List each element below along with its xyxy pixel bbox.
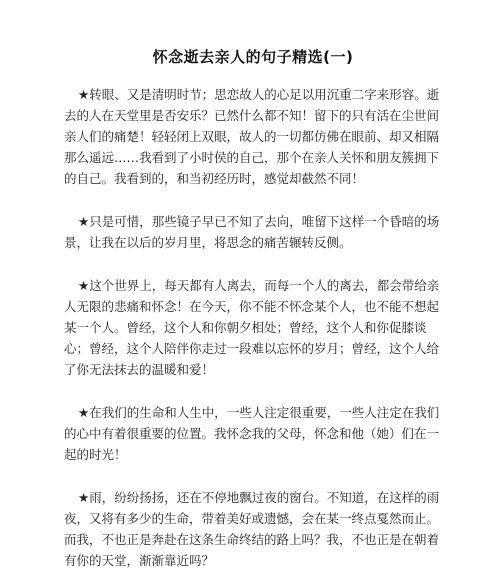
article-paragraph-3: ★这个世界上，每天都有人离去，而每一个人的离去，都会带给亲人无限的悲痛和怀念！在今天，你不能不怀念某个人，也不能不想起某一个人。曾经，这个人和你朝夕相处；曾经，这个人和你促膝谈心；曾经，这个人陪伴你走过一段难以忘怀的岁月；曾经，这个人给了你无法抹去的温暖和爱！ (64, 278, 440, 377)
article-paragraph-2: ★只是可惜，那些镜子早已不知了去向，唯留下这样一个昏暗的场景，让我在以后的岁月里，将思念的痛苦辗转反侧。 (64, 214, 440, 250)
article-title: 怀念逝去亲人的句子精选(一) (152, 48, 354, 66)
article-paragraph-1: ★转眼、又是清明时节；思恋故人的心足以用沉重二字来形容。逝去的人在天堂里是否安乐？已然什么都不知！留下的只有活在尘世间亲人们的痛楚！轻轻闭上双眼，故人的一切都仿佛在眼前、却又相隔那么遥远……我看到了小时侯的自己，那个在亲人关怀和朋友簇拥下的自己。我看到的，和当初经历时，感觉却截然不同！ (64, 87, 440, 186)
article-paragraph-4: ★在我们的生命和人生中，一些人注定很重要，一些人注定在我们的心中有着很重要的位置。我怀念我的父母，怀念和他（她）们在一起的时光！ (64, 405, 440, 462)
article-paragraph-5: ★雨，纷纷扬扬，还在不停地飘过夜的窗台。不知道，在这样的雨夜，又将有多少的生命，带着美好或遗憾，会在某一终点戛然而止。而我，不也正是奔赴在这条生命终结的路上吗？我，不也正是在朝着有你的天堂，渐渐靠近吗？ (64, 490, 440, 568)
